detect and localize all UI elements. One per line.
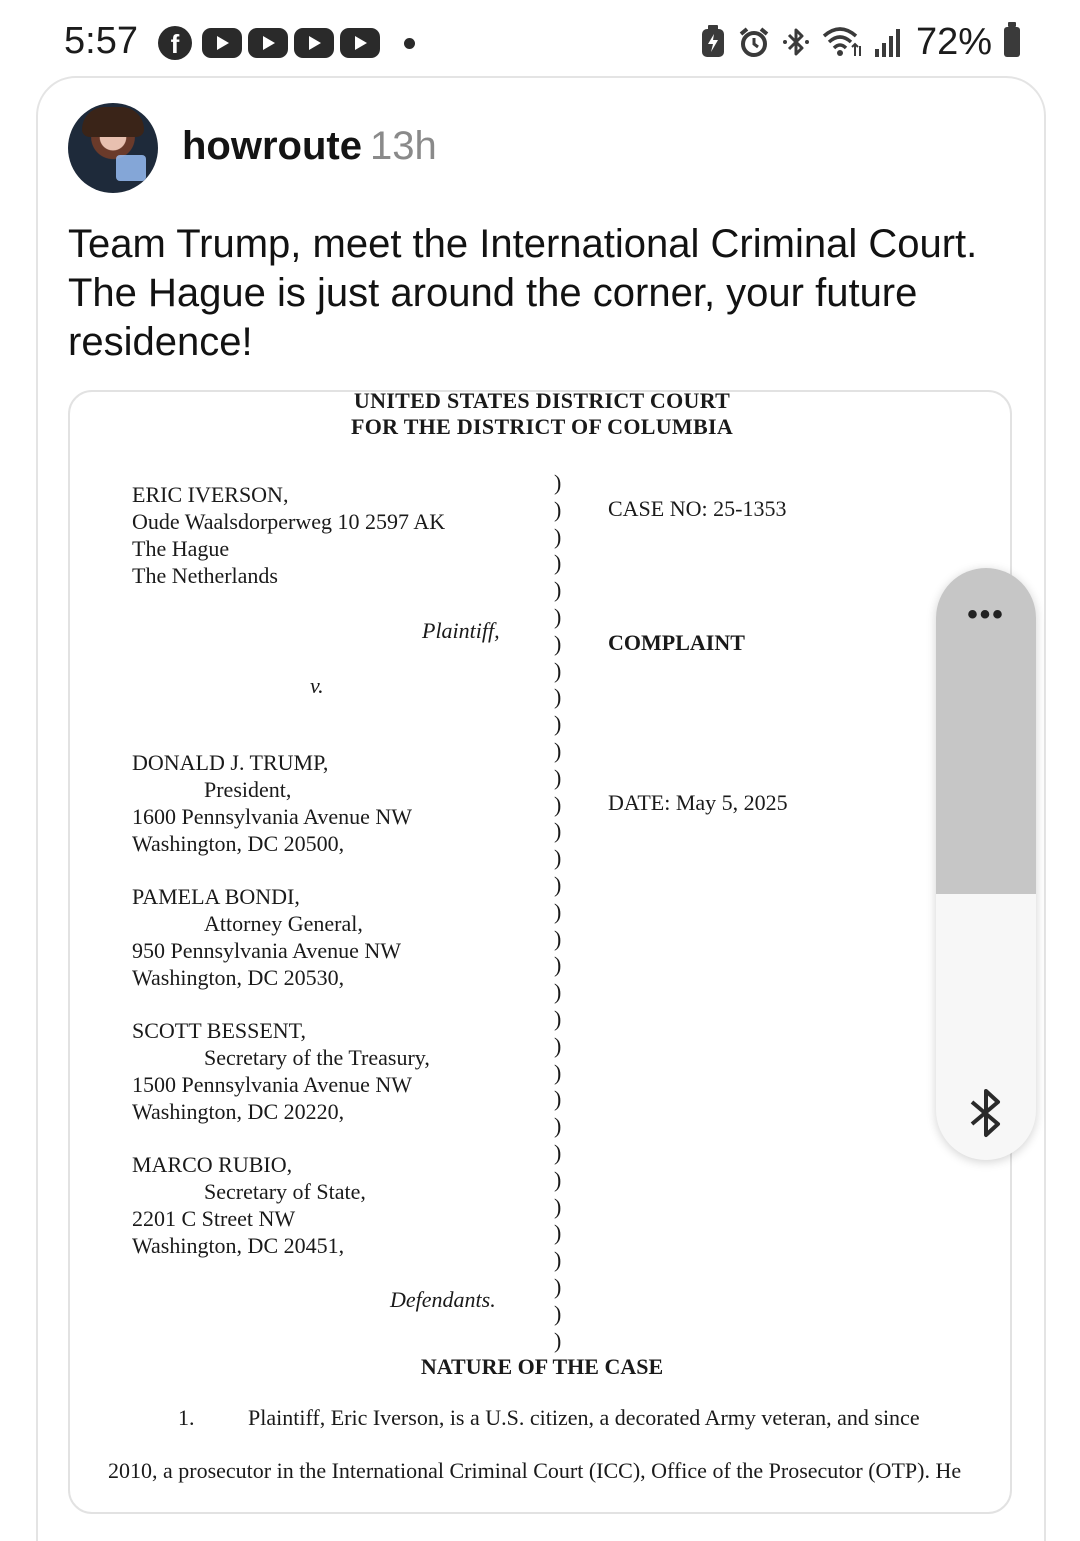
defendant-address: 950 Pennsylvania Avenue NW [132,938,402,963]
post-image[interactable] [68,390,1012,1514]
court-name-line2: FOR THE DISTRICT OF COLUMBIA [350,414,734,439]
defendant-address: 1500 Pennsylvania Avenue NW [132,1072,413,1097]
versus: v. [310,673,324,698]
youtube-icon [340,28,380,58]
paragraph-text-line: Plaintiff, Eric Iverson, is a U.S. citizen, a decorated Army veteran, and since [248,1405,920,1430]
wifi-icon [822,26,862,58]
youtube-icon [294,28,334,58]
defendant-name: MARCO RUBIO, [132,1152,293,1177]
avatar-phone-glow [116,155,146,181]
youtube-icon [248,28,288,58]
more-options-button[interactable]: ••• [967,598,1005,631]
youtube-icon [202,28,242,58]
facebook-icon: f [158,26,192,60]
defendant-name: SCOTT BESSENT, [132,1018,306,1043]
plaintiff-name: ERIC IVERSON, [132,482,289,507]
defendant-address: 1600 Pennsylvania Avenue NW [132,804,413,829]
court-name-line1: UNITED STATES DISTRICT COURT [353,390,731,413]
paragraph-text-line: 2010, a prosecutor in the International Criminal Court (ICC), Office of the Prosecutor (OTP). He [108,1458,962,1483]
defendant-title: Secretary of the Treasury, [204,1045,430,1070]
defendant-title: President, [204,777,292,802]
plaintiff-address-line: The Netherlands [132,563,278,588]
defendant-name: PAMELA BONDI, [132,884,300,909]
defendant-title: Attorney General, [204,911,363,936]
battery-icon [1004,27,1020,57]
plaintiff-address-line: Oude Waalsdorperweg 10 2597 AK [132,509,446,534]
dot-icon [404,38,415,49]
defendant-address: Washington, DC 20451, [132,1233,345,1258]
battery-percent: 72% [915,20,992,63]
defendant-address: Washington, DC 20530, [132,965,345,990]
status-bar [0,0,1080,86]
bluetooth-icon[interactable] [967,1088,1005,1138]
defendant-name: DONALD J. TRUMP, [132,750,329,775]
bluetooth-icon [782,25,810,59]
avatar-hair [82,107,144,137]
status-time: 5:57 [64,20,138,62]
defendant-title: Secretary of State, [204,1179,366,1204]
filing-date: DATE: May 5, 2025 [608,790,788,815]
status-icons-right [700,20,1020,64]
plaintiff-address-line: The Hague [132,536,230,561]
post-timestamp: 13h [370,124,437,168]
complaint-heading: COMPLAINT [608,630,745,655]
alarm-icon [738,26,770,58]
nature-heading: NATURE OF THE CASE [420,1354,664,1379]
case-number: CASE NO: 25-1353 [608,496,787,521]
court-document [70,392,1012,1514]
signal-icon [874,27,904,57]
battery-saver-icon [700,25,726,59]
username[interactable]: howroute [182,124,362,168]
paragraph-number: 1. [178,1405,195,1430]
defendants-role: Defendants. [390,1287,496,1312]
defendant-address: 2201 C Street NW [132,1206,296,1231]
paren-column: ) ) ) ) ) ) ) ) ) ) ) ) ) ) ) ) ) ) ) ) ) ) ) ) ) ) ) ) ) ) ) ) ) [554,470,562,1353]
defendant-address: Washington, DC 20500, [132,831,345,856]
volume-popup[interactable] [936,568,1036,1160]
avatar[interactable] [68,103,158,193]
plaintiff-role: Plaintiff, [422,618,500,643]
defendant-address: Washington, DC 20220, [132,1099,345,1124]
post-text: Team Trump, meet the International Criminal Court. The Hague is just around the corner, your future residence! [68,222,978,364]
